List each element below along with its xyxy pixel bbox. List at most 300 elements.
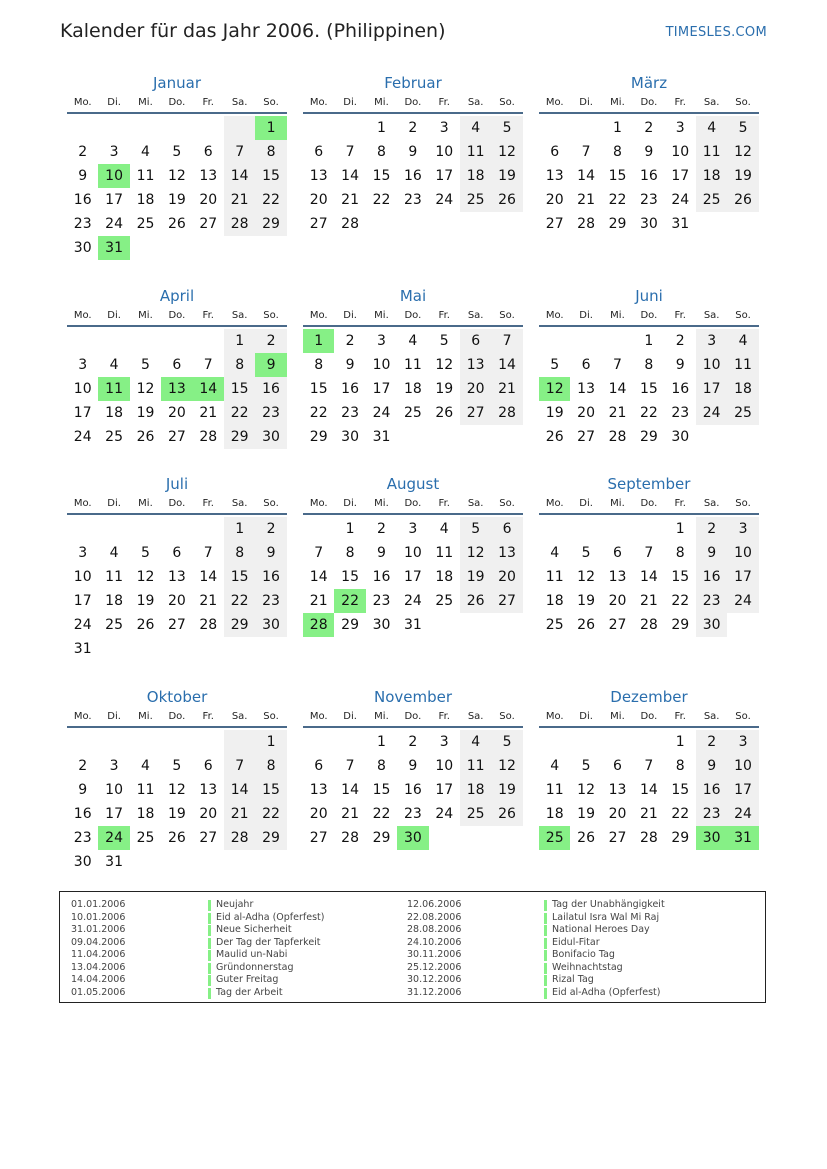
month-10	[67, 686, 287, 874]
empty-cell	[98, 517, 129, 541]
day-cell: 19	[136, 405, 155, 421]
day-cell: 7	[314, 545, 324, 561]
day-cell: 23	[639, 192, 658, 208]
day-cell: 3	[109, 144, 119, 160]
day-cell: 8	[675, 758, 685, 774]
day-cell: 28	[341, 216, 359, 232]
day-cell: 29	[341, 617, 359, 633]
holiday-marker	[544, 900, 547, 911]
day-cell: 13	[545, 168, 564, 184]
day-cell: 28	[608, 429, 627, 445]
month-5	[303, 285, 523, 449]
weekday-label: Sa.	[703, 711, 720, 722]
weekday-label: Mi.	[138, 97, 153, 108]
day-cell: 1	[224, 329, 255, 353]
day-cell: 3	[727, 730, 758, 754]
day-cell: 24	[696, 401, 727, 425]
day-cell: 29	[309, 429, 328, 445]
day-cell: 27	[167, 429, 186, 445]
weekday-label: Sa.	[703, 310, 720, 321]
weekday-header	[67, 495, 287, 515]
day-cell: 16	[403, 168, 422, 184]
holiday-date: 31.01.2006	[71, 924, 126, 935]
day-cell: 9	[377, 545, 386, 561]
day-cell: 21	[608, 405, 627, 421]
empty-cell	[334, 116, 365, 140]
day-cell: 4	[109, 357, 119, 373]
day-cell: 16	[73, 806, 92, 822]
day-cell: 8	[224, 541, 255, 565]
holiday-name: Eidul-Fitar	[552, 936, 600, 948]
weekday-label: Do.	[404, 97, 422, 108]
empty-cell	[696, 212, 727, 236]
weekday-header	[67, 708, 287, 728]
day-cell: 16	[255, 377, 286, 401]
holiday-name: Neue Sicherheit	[216, 924, 292, 935]
empty-cell	[130, 517, 161, 541]
weekday-label: So.	[263, 498, 279, 509]
day-cell: 18	[136, 806, 155, 822]
day-cell: 23	[255, 589, 286, 613]
weekday-label: Mi.	[374, 97, 389, 108]
day-cell: 8	[644, 357, 654, 373]
day-cell: 17	[403, 569, 422, 585]
empty-cell	[161, 730, 192, 754]
empty-cell	[429, 212, 460, 236]
day-cell: 30	[639, 216, 658, 232]
day-cell: 28	[341, 830, 359, 846]
day-cell: 18	[696, 164, 727, 188]
day-cell: 7	[491, 329, 522, 353]
weekday-label: Fr.	[438, 97, 450, 108]
day-cell: 15	[224, 565, 255, 589]
empty-cell	[491, 613, 522, 637]
empty-cell	[224, 637, 255, 661]
weekday-label: Do.	[640, 498, 658, 509]
day-cell: 1	[377, 734, 386, 750]
day-cell: 6	[460, 329, 491, 353]
weekday-label: Do.	[168, 711, 186, 722]
day-cell: 23	[73, 830, 92, 846]
day-cell: 25	[435, 593, 454, 609]
holiday-marker	[544, 913, 547, 924]
weekday-label: So.	[499, 711, 515, 722]
day-grid	[303, 730, 523, 850]
day-cell: 7	[224, 754, 255, 778]
day-cell: 10	[372, 357, 391, 373]
day-cell: 26	[435, 405, 454, 421]
day-cell: 12	[435, 357, 454, 373]
holiday-date: 12.06.2006	[407, 899, 462, 910]
day-cell: 3	[675, 120, 685, 136]
day-cell: 4	[439, 521, 449, 537]
day-cell: 27	[309, 830, 328, 846]
weekday-label: So.	[499, 97, 515, 108]
weekday-label: Do.	[404, 310, 422, 321]
day-cell: 9	[78, 782, 88, 798]
weekday-label: Di.	[107, 97, 121, 108]
day-cell: 5	[141, 357, 150, 373]
month-11	[303, 686, 523, 850]
empty-cell	[67, 329, 98, 353]
weekday-label: Mi.	[374, 498, 389, 509]
day-cell: 18	[136, 192, 155, 208]
day-cell: 16	[372, 569, 391, 585]
day-cell: 19	[136, 593, 155, 609]
day-cell: 18	[545, 593, 564, 609]
day-grid	[539, 116, 759, 236]
empty-cell	[491, 425, 522, 449]
day-cell: 24	[671, 192, 690, 208]
day-cell: 4	[727, 329, 758, 353]
day-cell: 8	[255, 754, 286, 778]
day-grid	[67, 329, 287, 449]
day-cell: 23	[341, 405, 359, 421]
month-name: Januar	[153, 74, 201, 92]
empty-cell	[539, 329, 570, 353]
month-name: Oktober	[146, 688, 208, 706]
weekday-label: Mi.	[374, 310, 389, 321]
month-4	[67, 285, 287, 449]
holiday-name: Gründonnerstag	[216, 961, 294, 973]
empty-cell	[334, 730, 365, 754]
day-cell: 21	[341, 806, 359, 822]
day-cell: 31	[671, 216, 690, 232]
month-name: Juli	[165, 475, 189, 493]
day-cell: 22	[639, 405, 658, 421]
empty-cell	[633, 730, 664, 754]
empty-cell	[255, 637, 286, 661]
day-cell: 7	[613, 357, 622, 373]
day-cell: 21	[639, 593, 658, 609]
month-name: November	[373, 688, 453, 706]
day-cell: 10	[435, 144, 454, 160]
weekday-label: Mi.	[610, 97, 625, 108]
brand-link[interactable]: TIMESLES.COM	[665, 25, 767, 40]
day-cell: 26	[136, 617, 155, 633]
day-cell: 22	[309, 405, 328, 421]
day-cell: 20	[309, 192, 328, 208]
weekday-label: Mi.	[138, 711, 153, 722]
day-cell: 12	[577, 569, 595, 585]
day-cell: 6	[613, 545, 622, 561]
holiday-date: 30.11.2006	[407, 949, 462, 960]
day-cell: 16	[403, 782, 422, 798]
day-cell: 13	[309, 782, 328, 798]
day-cell: 6	[203, 758, 213, 774]
day-cell: 11	[545, 782, 564, 798]
empty-cell	[255, 236, 286, 260]
weekday-header	[303, 307, 523, 327]
day-cell: 4	[550, 545, 560, 561]
day-cell: 11	[105, 569, 123, 585]
holiday-marker	[544, 963, 547, 974]
day-cell: 22	[372, 192, 391, 208]
day-cell: 31	[105, 854, 123, 870]
day-cell: 26	[167, 830, 186, 846]
weekday-label: Mo.	[73, 498, 92, 509]
empty-cell	[193, 116, 224, 140]
weekday-label: Mo.	[545, 97, 564, 108]
day-cell: 10	[727, 541, 758, 565]
empty-cell	[98, 730, 129, 754]
month-7	[67, 473, 287, 661]
empty-cell	[161, 637, 192, 661]
weekday-label: Mo.	[309, 97, 328, 108]
day-cell: 5	[460, 517, 491, 541]
day-cell: 17	[435, 782, 454, 798]
weekday-label: Fr.	[674, 711, 686, 722]
day-cell: 22	[671, 593, 690, 609]
day-cell: 19	[491, 778, 522, 802]
holiday-marker	[208, 938, 211, 949]
day-cell: 13	[199, 782, 218, 798]
day-cell: 18	[105, 593, 123, 609]
day-cell: 30	[73, 240, 92, 256]
empty-cell	[224, 116, 255, 140]
day-cell: 23	[671, 405, 690, 421]
day-cell: 12	[136, 381, 155, 397]
day-cell: 4	[141, 758, 150, 774]
day-cell: 1	[255, 116, 286, 140]
day-cell: 26	[577, 617, 595, 633]
day-cell: 15	[639, 381, 658, 397]
day-cell: 23	[255, 401, 286, 425]
day-cell: 2	[696, 730, 727, 754]
day-cell: 5	[141, 545, 150, 561]
day-cell: 29	[372, 830, 391, 846]
month-1	[67, 72, 287, 260]
day-cell: 19	[727, 164, 758, 188]
holiday-date: 25.12.2006	[407, 961, 462, 973]
day-cell: 16	[255, 565, 286, 589]
day-cell: 24	[435, 806, 454, 822]
day-cell: 16	[696, 778, 727, 802]
day-cell: 4	[408, 333, 418, 349]
day-cell: 26	[577, 830, 595, 846]
day-cell: 28	[303, 613, 334, 637]
day-grid	[67, 730, 287, 874]
day-grid	[303, 517, 523, 637]
day-cell: 23	[372, 593, 391, 609]
day-cell: 13	[199, 168, 218, 184]
weekday-label: Fr.	[438, 310, 450, 321]
day-cell: 28	[577, 216, 595, 232]
day-cell: 15	[255, 778, 286, 802]
day-cell: 13	[577, 381, 595, 397]
weekday-label: Sa.	[703, 498, 720, 509]
day-cell: 15	[341, 569, 359, 585]
day-cell: 3	[377, 333, 386, 349]
day-cell: 25	[105, 617, 123, 633]
day-cell: 30	[397, 826, 428, 850]
day-cell: 27	[608, 617, 627, 633]
day-cell: 24	[73, 617, 92, 633]
weekday-label: Do.	[168, 310, 186, 321]
day-cell: 5	[727, 116, 758, 140]
day-grid	[303, 329, 523, 449]
weekday-label: Fr.	[202, 711, 214, 722]
day-grid	[303, 116, 523, 236]
day-cell: 19	[577, 806, 595, 822]
empty-cell	[602, 517, 633, 541]
holiday-marker	[208, 975, 211, 986]
empty-cell	[397, 425, 428, 449]
day-cell: 19	[435, 381, 454, 397]
holiday-legend	[59, 891, 766, 1003]
day-cell: 28	[224, 826, 255, 850]
weekday-label: Do.	[168, 97, 186, 108]
day-cell: 23	[696, 802, 727, 826]
day-cell: 19	[460, 565, 491, 589]
day-cell: 9	[408, 144, 418, 160]
holiday-marker	[544, 950, 547, 961]
holiday-date: 22.08.2006	[407, 911, 462, 923]
day-cell: 20	[199, 192, 218, 208]
day-cell: 12	[460, 541, 491, 565]
weekday-label: Do.	[404, 498, 422, 509]
day-cell: 2	[644, 120, 654, 136]
day-cell: 18	[460, 164, 491, 188]
holiday-name: Tag der Unabhängigkeit	[552, 899, 665, 910]
empty-cell	[727, 613, 758, 637]
month-name: März	[630, 74, 668, 92]
weekday-label: So.	[263, 711, 279, 722]
day-cell: 3	[727, 517, 758, 541]
empty-cell	[161, 116, 192, 140]
day-cell: 3	[439, 120, 449, 136]
holiday-date: 11.04.2006	[71, 949, 126, 960]
holiday-marker	[208, 963, 211, 974]
weekday-header	[539, 495, 759, 515]
holiday-date: 31.12.2006	[407, 986, 462, 998]
day-cell: 5	[172, 758, 182, 774]
day-cell: 1	[613, 120, 622, 136]
weekday-label: Di.	[579, 310, 593, 321]
empty-cell	[727, 212, 758, 236]
day-cell: 12	[727, 140, 758, 164]
day-cell: 22	[334, 589, 365, 613]
day-cell: 23	[696, 589, 727, 613]
day-cell: 18	[727, 377, 758, 401]
day-cell: 2	[675, 333, 685, 349]
weekday-label: Fr.	[202, 97, 214, 108]
day-cell: 2	[78, 144, 88, 160]
empty-cell	[491, 212, 522, 236]
day-grid	[539, 329, 759, 449]
day-cell: 25	[696, 188, 727, 212]
day-cell: 21	[199, 593, 218, 609]
day-cell: 5	[491, 116, 522, 140]
empty-cell	[130, 329, 161, 353]
day-cell: 30	[696, 613, 727, 637]
day-cell: 24	[73, 429, 92, 445]
day-cell: 27	[608, 830, 627, 846]
weekday-label: So.	[735, 711, 751, 722]
weekday-label: Mi.	[610, 711, 625, 722]
day-cell: 21	[341, 192, 359, 208]
day-cell: 6	[613, 758, 622, 774]
empty-cell	[570, 517, 601, 541]
weekday-label: Fr.	[438, 498, 450, 509]
empty-cell	[570, 730, 601, 754]
day-cell: 15	[372, 782, 391, 798]
weekday-label: Di.	[107, 711, 121, 722]
empty-cell	[460, 613, 491, 637]
day-cell: 27	[167, 617, 186, 633]
day-cell: 22	[224, 589, 255, 613]
weekday-label: Fr.	[202, 310, 214, 321]
day-cell: 17	[435, 168, 454, 184]
weekday-label: Mo.	[73, 97, 92, 108]
day-cell: 9	[78, 168, 88, 184]
day-cell: 12	[491, 754, 522, 778]
day-cell: 9	[408, 758, 418, 774]
day-cell: 14	[341, 782, 359, 798]
day-cell: 26	[136, 429, 155, 445]
empty-cell	[633, 517, 664, 541]
day-cell: 16	[696, 565, 727, 589]
weekday-label: So.	[263, 310, 279, 321]
day-cell: 18	[403, 381, 422, 397]
day-cell: 25	[403, 405, 422, 421]
day-cell: 27	[545, 216, 564, 232]
day-cell: 3	[78, 357, 88, 373]
day-cell: 11	[696, 140, 727, 164]
weekday-label: Do.	[640, 310, 658, 321]
day-cell: 21	[309, 593, 328, 609]
day-cell: 20	[167, 593, 186, 609]
day-cell: 27	[309, 216, 328, 232]
day-cell: 8	[613, 144, 622, 160]
page-title: Kalender für das Jahr 2006. (Philippinen)	[60, 20, 446, 42]
day-cell: 2	[255, 329, 286, 353]
day-cell: 5	[172, 144, 182, 160]
day-cell: 20	[309, 806, 328, 822]
day-cell: 24	[727, 802, 758, 826]
weekday-label: Fr.	[438, 711, 450, 722]
weekday-label: Do.	[640, 97, 658, 108]
day-grid	[67, 116, 287, 260]
empty-cell	[397, 212, 428, 236]
day-cell: 15	[255, 164, 286, 188]
day-cell: 18	[545, 806, 564, 822]
day-cell: 9	[644, 144, 654, 160]
day-cell: 10	[73, 381, 92, 397]
day-cell: 27	[491, 589, 522, 613]
weekday-label: Sa.	[467, 97, 484, 108]
day-cell: 26	[167, 216, 186, 232]
day-cell: 30	[696, 826, 727, 850]
empty-cell	[570, 116, 601, 140]
weekday-label: Di.	[107, 498, 121, 509]
holiday-marker	[208, 988, 211, 999]
empty-cell	[429, 826, 460, 850]
holiday-date: 09.04.2006	[71, 936, 126, 948]
day-cell: 28	[224, 212, 255, 236]
holiday-name: Bonifacio Tag	[552, 949, 615, 960]
empty-cell	[130, 850, 161, 874]
day-cell: 15	[608, 168, 627, 184]
weekday-label: Di.	[343, 498, 357, 509]
day-cell: 17	[727, 778, 758, 802]
empty-cell	[130, 116, 161, 140]
day-cell: 22	[608, 192, 627, 208]
day-cell: 14	[224, 164, 255, 188]
weekday-label: Sa.	[231, 498, 248, 509]
day-cell: 17	[372, 381, 391, 397]
day-cell: 13	[167, 569, 186, 585]
